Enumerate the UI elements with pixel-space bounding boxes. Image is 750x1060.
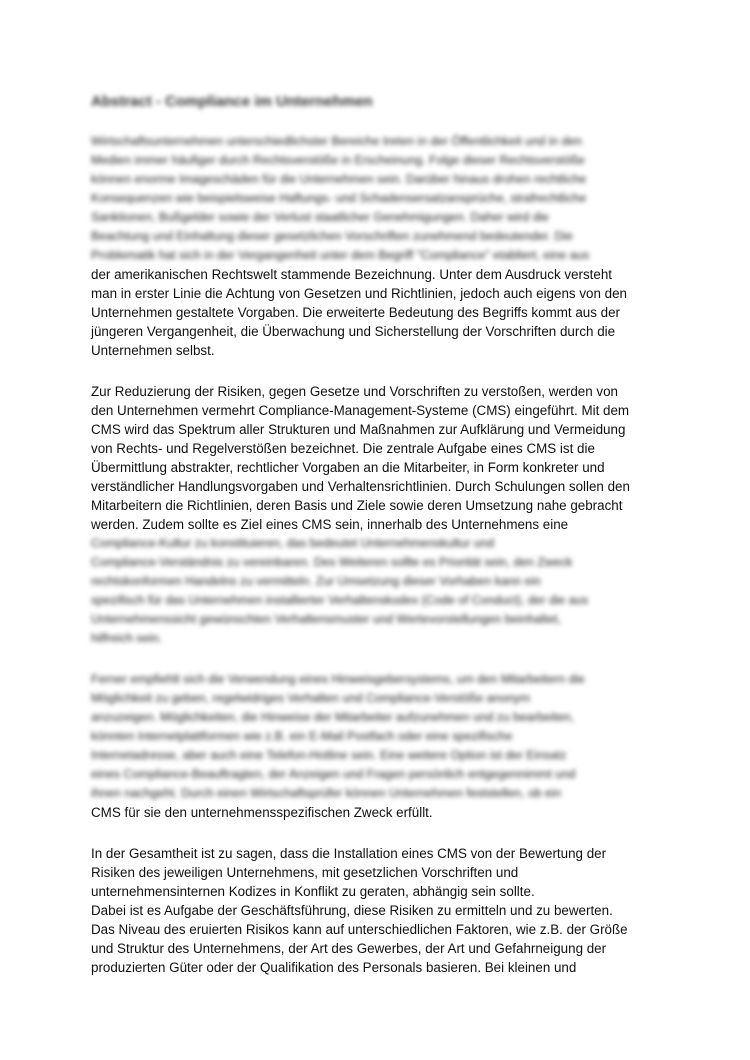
text-line: Zur Reduzierung der Risiken, gegen Gesetze und Vorschriften zu verstoßen, werden von [91,384,618,399]
text-line: Dabei ist es Aufgabe der Geschäftsführung, diese Risiken zu ermitteln und zu bewerten. [91,903,613,918]
text-line: produzierten Güter oder der Qualifikation des Personals basieren. Bei kleinen und [91,960,577,975]
text-line: In der Gesamtheit ist zu sagen, dass die Installation eines CMS von der Bewertung der [91,846,607,861]
blurred-text-line: Sanktionen, Bußgelder sowie der Verlust staatlicher Genehmigungen. Daher wird die [91,210,549,224]
text-line: Risiken des jeweiligen Unternehmens, mit gesetzlichen Vorschriften und [91,865,519,880]
paragraph [91,132,661,360]
text-line: CMS wird das Spektrum aller Strukturen und Maßnahmen zur Aufklärung und Vermeidung [91,422,626,437]
text-line: und Struktur des Unternehmens, der Art des Gewerbes, der Art und Gefahrneigung der [91,941,607,956]
text-line: Unternehmen gestaltete Vorgaben. Die erweiterte Bedeutung des Begriffs kommt aus der [91,305,620,320]
text-line: den Unternehmen vermehrt Compliance-Management-Systeme (CMS) eingeführt. Mit dem [91,403,630,418]
blurred-text-line: Compliance-Kultur zu konstituieren, das bedeutet Unternehmenskultur und [91,536,495,550]
text-line: Das Niveau des eruierten Risikos kann auf unterschiedlichen Faktoren, wie z.B. der Größe [91,922,628,937]
blurred-text-line: Unternehmenssicht gewünschten Verhaltensmuster und Wertevorstellungen beinhaltet, [91,612,561,626]
text-line: Übermittlung abstrakter, rechtlicher Vorgaben an die Mitarbeiter, in Form konkreter und [91,460,605,475]
blurred-text-line: Beachtung und Einhaltung dieser gesetzlichen Vorschriften zunehmend bedeutender. Die [91,229,573,243]
document-body [91,92,661,999]
paragraph [91,382,661,648]
text-line: verständlicher Handlungsvorgaben und Verhaltensrichtlinien. Durch Schulungen sollen den [91,479,630,494]
document-title: Abstract - Compliance im Unternehmen [91,93,373,110]
text-line: werden. Zudem sollte es Ziel eines CMS sein, innerhalb des Unternehmens eine [91,517,569,532]
text-line: jüngeren Vergangenheit, die Überwachung und Sicherstellung der Vorschriften durch die [91,324,616,339]
text-line: Mitarbeitern die Richtlinien, deren Basis und Ziele sowie deren Umsetzung nahe gebracht [91,498,623,513]
paragraph [91,844,661,977]
blurred-text-line: Medien immer häufiger durch Rechtsverstöße in Erscheinung. Folge dieser Rechtsverstöße [91,153,585,167]
paragraph [91,670,661,822]
blurred-text-line: Konsequenzen wie beispielsweise Haftungs- und Schadensersatzansprüche, strafrechtliche [91,191,587,205]
blurred-text-line: spezifisch für das Unternehmen installierter Verhaltenskodex (Code of Conduct), der die aus [91,593,589,607]
blurred-text-line: anzuzeigen. Möglichkeiten, die Hinweise der Mitarbeiter aufzunehmen und zu bearbeiten, [91,710,575,724]
blurred-text-line: rechtskonformen Handelns zu vermitteln. Zur Umsetzung dieser Vorhaben kann ein [91,574,541,588]
blurred-text-line: eines Compliance-Beauftragten, der Anzeigen und Fragen persönlich entgegennimmt und [91,767,576,781]
paragraph-container [91,132,661,977]
text-line: man in erster Linie die Achtung von Gesetzen und Richtlinien, jedoch auch eigens von den [91,286,627,301]
text-line: unternehmensinternen Kodizes in Konflikt zu geraten, abhängig sein sollte. [91,884,535,899]
blurred-text-line: Wirtschaftsunternehmen unterschiedlichster Bereiche treten in der Öffentlichkeit und in den [91,134,582,148]
text-line: CMS für sie den unternehmensspezifischen Zweck erfüllt. [91,805,433,820]
text-line: Unternehmen selbst. [91,343,215,358]
blurred-text-line: Internetadresse, aber auch eine Telefon-Hotline sein. Eine weitere Option ist der Einsatz [91,748,567,762]
blurred-text-line: ihnen nachgeht. Durch einen Wirtschaftsprüfer können Unternehmen feststellen, ob ein [91,786,562,800]
blurred-text-line: Ferner empfiehlt sich die Verwendung eines Hinweisgebersystems, um den Mitarbeitern die [91,672,585,686]
blurred-text-line: Compliance-Verständnis zu vereinbaren. Des Weiteren sollte es Priorität sein, den Zweck [91,555,573,569]
blurred-text-line: Problematik hat sich in der Vergangenheit unter dem Begriff "Compliance" etabliert, eine aus [91,248,590,262]
blurred-text-line: hilfreich sein. [91,631,163,645]
blurred-text-line: können enorme Imageschäden für die Unternehmen sein. Darüber hinaus drohen rechtliche [91,172,587,186]
blurred-text-line: Möglichkeit zu geben, regelwidriges Verhalten und Compliance-Verstöße anonym [91,691,530,705]
text-line: von Rechts- und Regelverstößen bezeichnet. Die zentrale Aufgabe eines CMS ist die [91,441,595,456]
blurred-text-line: könnten Internetplattformen wie z.B. ein E-Mail Postfach oder eine spezifische [91,729,513,743]
text-line: der amerikanischen Rechtswelt stammende Bezeichnung. Unter dem Ausdruck versteht [91,267,612,282]
